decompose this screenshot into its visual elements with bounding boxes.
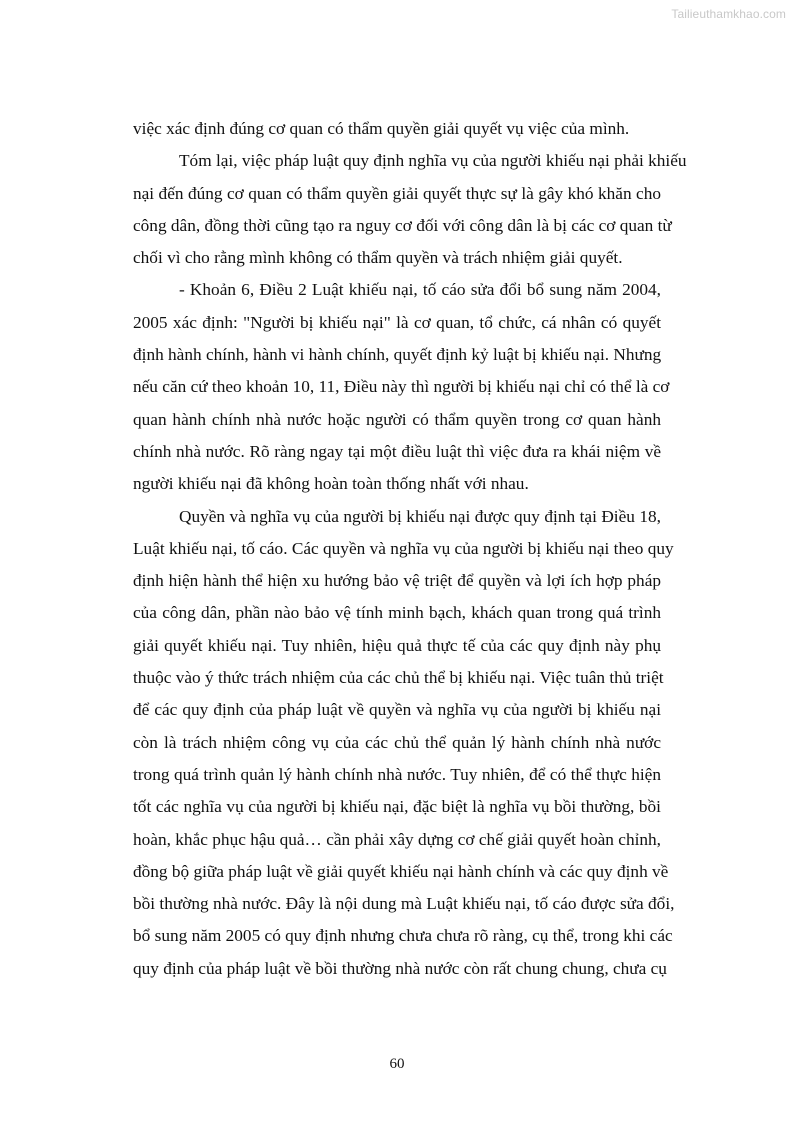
text-line: trong quá trình quản lý hành chính nhà nước. Tuy nhiên, để có thể thực hiện [133,764,661,784]
text-line: công dân, đồng thời cũng tạo ra nguy cơ đối với công dân là bị các cơ quan từ [133,215,672,235]
text-line: nại đến đúng cơ quan có thẩm quyền giải quyết thực sự là gây khó khăn cho [133,183,661,203]
text-line: còn là trách nhiệm công vụ của các chủ thể quản lý hành chính nhà nước [133,732,661,752]
text-line: - Khoản 6, Điều 2 Luật khiếu nại, tố cáo sửa đổi bổ sung năm 2004, [179,280,661,300]
text-line: quan hành chính nhà nước hoặc người có thẩm quyền trong cơ quan hành [133,409,661,429]
paragraph [133,145,687,274]
text-line: việc xác định đúng cơ quan có thẩm quyền giải quyết vụ việc của mình. [133,119,630,138]
text-line: Quyền và nghĩa vụ của người bị khiếu nại được quy định tại Điều 18, [179,506,661,526]
page-number: 60 [389,1056,405,1072]
text-line: bồi thường nhà nước. Đây là nội dung mà Luật khiếu nại, tố cáo được sửa đổi, [133,894,675,914]
text-line: chối vì cho rằng mình không có thẩm quyền và trách nhiệm giải quyết. [133,248,623,268]
watermark: Tailieuthamkhao.com [671,7,786,21]
page-body [133,113,687,985]
paragraph [133,113,661,145]
text-line: thuộc vào ý thức trách nhiệm của các chủ thể bị khiếu nại. Việc tuân thủ triệt [133,668,664,688]
text-line: định hiện hành thể hiện xu hướng bảo vệ triệt để quyền và lợi ích hợp pháp [133,571,661,591]
text-line: hoàn, khắc phục hậu quả… cần phải xây dựng cơ chế giải quyết hoàn chỉnh, [133,829,661,849]
text-line: để các quy định của pháp luật về quyền và nghĩa vụ của người bị khiếu nại [133,700,661,720]
text-line: định hành chính, hành vi hành chính, quyết định kỷ luật bị khiếu nại. Nhưng [133,345,662,365]
text-line: bổ sung năm 2005 có quy định nhưng chưa chưa rõ ràng, cụ thể, trong khi các [133,926,673,946]
text-line: 2005 xác định: "Người bị khiếu nại" là cơ quan, tổ chức, cá nhân có quyết [133,312,661,332]
text-line: Luật khiếu nại, tố cáo. Các quyền và nghĩa vụ của người bị khiếu nại theo quy [133,538,674,558]
text-line: nếu căn cứ theo khoản 10, 11, Điều này thì người bị khiếu nại chỉ có thể là cơ [133,377,670,397]
paragraph [133,501,675,985]
text-line: tốt các nghĩa vụ của người bị khiếu nại, đặc biệt là nghĩa vụ bồi thường, bồi [133,797,661,817]
paragraph [133,274,670,500]
text-line: chính nhà nước. Rõ ràng ngay tại một điều luật thì việc đưa ra khái niệm về [133,441,661,461]
text-line: của công dân, phần nào bảo vệ tính minh bạch, khách quan trong quá trình [133,603,661,623]
text-line: giải quyết khiếu nại. Tuy nhiên, hiệu quả thực tế của các quy định này phụ [133,635,661,655]
text-line: người khiếu nại đã không hoàn toàn thống nhất với nhau. [133,474,529,494]
text-line: quy định của pháp luật về bồi thường nhà nước còn rất chung chung, chưa cụ [133,958,667,978]
text-line: đồng bộ giữa pháp luật về giải quyết khiếu nại hành chính và các quy định về [133,861,669,881]
text-line: Tóm lại, việc pháp luật quy định nghĩa vụ của người khiếu nại phải khiếu [179,151,687,171]
